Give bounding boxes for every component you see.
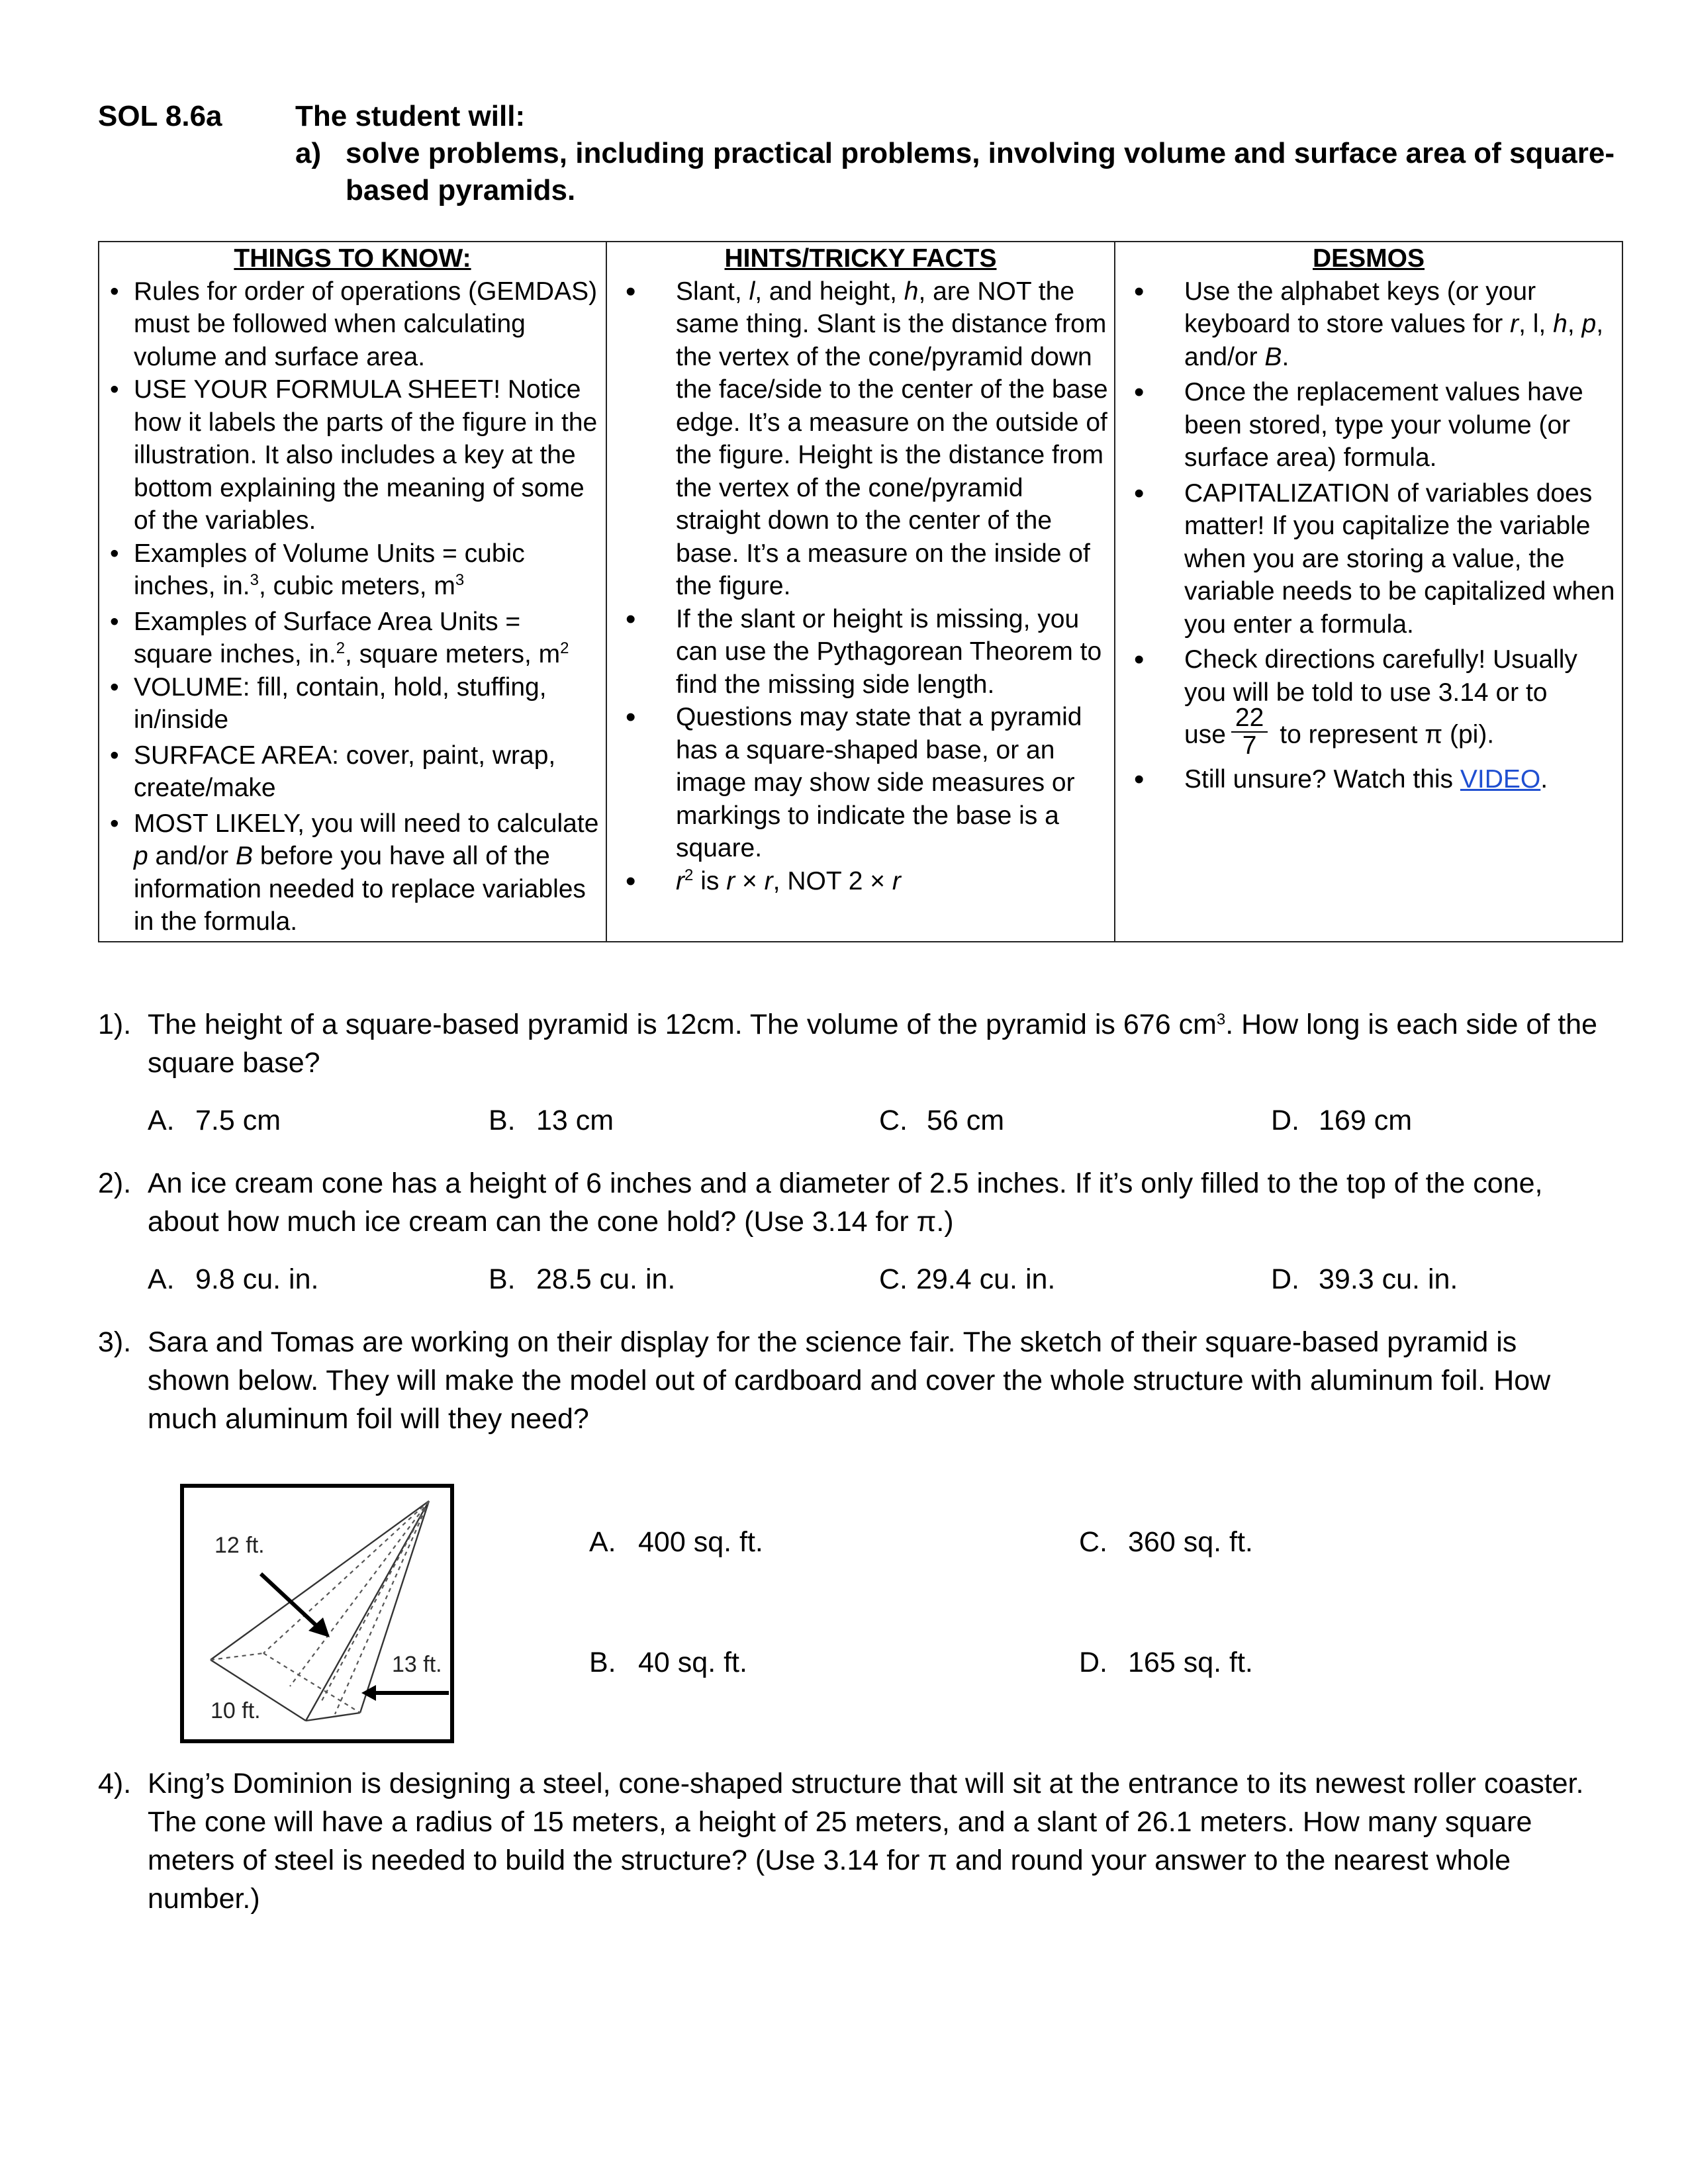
question-4 (98, 1764, 1601, 1918)
list-item (1121, 643, 1617, 763)
list-item (105, 807, 600, 938)
superscript: 3 (1216, 1011, 1226, 1028)
variable-l: l (749, 277, 755, 306)
superscript: 2 (560, 639, 569, 657)
choice-label: B. (489, 1263, 516, 1295)
text: MOST LIKELY, you will need to calculate (134, 809, 599, 838)
desmos-list (1121, 275, 1617, 796)
choice-value: 9.8 cu. in. (195, 1263, 319, 1295)
choice-value: 29.4 cu. in. (916, 1263, 1056, 1295)
list-item: • Rules for order of operations (GEMDAS) must be followed when calculating volume and surface area. (105, 275, 600, 374)
text: , (1567, 310, 1575, 338)
choice-d[interactable] (1271, 1101, 1412, 1140)
choice-b[interactable] (489, 1260, 675, 1298)
objective-text: solve problems, including practical problems, involving volume and surface area of square-based pyramids. (346, 137, 1615, 206)
list-item: • If the slant or height is missing, you can use the Pythagorean Theorem to find the missing side length. (612, 603, 1109, 702)
choice-b[interactable] (489, 1101, 614, 1140)
objective-intro: The student will: (295, 100, 526, 132)
list-item (105, 537, 600, 603)
variable-r: r (892, 866, 901, 895)
text: use (1184, 720, 1226, 749)
list-item (105, 606, 600, 671)
question-3 (98, 1323, 1601, 1438)
text: , cubic meters, m (258, 572, 455, 600)
text: . (1282, 342, 1289, 371)
objective-letter: a) (295, 137, 322, 169)
hints-list (612, 275, 1109, 898)
choice-label: B. (589, 1647, 616, 1678)
choice-d[interactable] (1079, 1643, 1253, 1682)
fraction-22-over-7 (1231, 705, 1268, 759)
choice-label: C. (1079, 1526, 1107, 1558)
question-number: 4). (98, 1768, 132, 1799)
pyramid-figure (180, 1484, 454, 1743)
choice-value: 28.5 cu. in. (536, 1263, 676, 1295)
video-link[interactable]: VIDEO (1460, 765, 1541, 794)
text: . (1540, 765, 1548, 794)
text: Use the alphabet keys (or your keyboard to store values for (1184, 277, 1536, 338)
question-text (148, 1005, 1601, 1082)
text: Still unsure? Watch this (1184, 765, 1460, 794)
variable-p: p (134, 842, 148, 870)
choice-value: 165 sq. ft. (1128, 1647, 1253, 1678)
text: , and height, (755, 277, 904, 306)
text: , square meters, m (345, 640, 561, 668)
list-item (612, 275, 1109, 603)
choice-value: 169 cm (1319, 1105, 1413, 1136)
choice-label: A. (148, 1263, 175, 1295)
question-text: King’s Dominion is designing a steel, cone-shaped structure that will sit at the entrance to its newest roller coaster. The cone will have a radius of 15 meters, a height of 25 meters, and a slant of 26.1 meters. How many square meters of steel is needed to build the structure? (Use 3.14 for π and round your answer to the nearest whole number.) (148, 1768, 1584, 1915)
choice-value: 56 cm (927, 1105, 1005, 1136)
choice-value: 40 sq. ft. (638, 1647, 747, 1678)
hints-column (606, 242, 1115, 942)
list-item: • Once the replacement values have been stored, type your volume (or surface area) formula. (1121, 376, 1617, 475)
height-label: 12 ft. (214, 1533, 265, 1558)
superscript: 3 (455, 571, 465, 589)
choice-c[interactable] (879, 1101, 1004, 1140)
things-to-know-title: THINGS TO KNOW: (234, 244, 471, 273)
variable-r: r (676, 866, 684, 895)
choice-label: A. (589, 1526, 616, 1558)
facts-table (98, 241, 1623, 942)
choice-d[interactable] (1271, 1260, 1458, 1298)
list-item (1121, 763, 1617, 796)
variable-r: r (726, 866, 735, 895)
slant-label: 13 ft. (392, 1652, 442, 1677)
sol-code: SOL 8.6a (98, 100, 222, 132)
text: before you have all of the information needed to replace variables in the formula. (134, 842, 586, 936)
variable-B: B (235, 842, 253, 870)
fraction-denominator: 7 (1242, 731, 1257, 760)
objective (295, 135, 1652, 209)
list-item (1121, 275, 1617, 374)
superscript: 2 (336, 639, 346, 657)
things-to-know-list (105, 275, 600, 938)
choice-label: D. (1271, 1105, 1299, 1136)
choice-b[interactable] (589, 1643, 747, 1682)
text: is (693, 866, 727, 895)
list-item: • VOLUME: fill, contain, hold, stuffing, in/inside (105, 671, 600, 737)
variable-B: B (1264, 342, 1282, 371)
choice-value: 360 sq. ft. (1128, 1526, 1253, 1558)
choice-a[interactable] (589, 1523, 763, 1561)
question-number: 3). (98, 1326, 132, 1358)
choice-label: A. (148, 1105, 175, 1136)
list-item: • SURFACE AREA: cover, paint, wrap, create/make (105, 739, 600, 805)
text: × (735, 866, 765, 895)
superscript: 3 (250, 571, 259, 589)
text: Examples of Volume Units = cubic inches, in. (134, 539, 525, 600)
choice-value: 7.5 cm (195, 1105, 281, 1136)
variable-p: p (1581, 310, 1597, 338)
list-item: • CAPITALIZATION of variables does matter! If you capitalize the variable when you are storing a value, the variable needs to be capitalized when you enter a formula. (1121, 477, 1617, 641)
question-1 (98, 1005, 1601, 1082)
choice-label: D. (1079, 1647, 1107, 1678)
text: Check directions carefully! Usually you will be told to use 3.14 or to (1184, 645, 1577, 707)
variable-h: h (904, 277, 919, 306)
text: , are NOT the same thing. Slant is the distance from the vertex of the cone/pyramid down the face/side to the center of the base edge. It’s a measure on the outside of the figure. Height is the distance from the vertex of the cone/pyramid straight down to the center of the base. It’s a measure on the inside of the figure. (676, 277, 1108, 600)
choice-label: C. (879, 1263, 908, 1295)
text: Slant, (676, 277, 749, 306)
fraction-numerator: 22 (1231, 705, 1268, 733)
list-item: • USE YOUR FORMULA SHEET! Notice how it labels the parts of the figure in the illustration. It also includes a key at the bottom explaining the meaning of some of the variables. (105, 373, 600, 537)
hints-title: HINTS/TRICKY FACTS (724, 244, 997, 273)
question-text: Sara and Tomas are working on their display for the science fair. The sketch of their square-based pyramid is shown below. They will make the model out of cardboard and cover the whole structure with aluminum foil. How much aluminum foil will they need? (148, 1326, 1551, 1435)
text: , l, (1519, 310, 1554, 338)
question-number: 2). (98, 1167, 132, 1199)
text: , and/or (1184, 310, 1604, 371)
desmos-title: DESMOS (1312, 244, 1425, 273)
variable-r: r (1510, 310, 1519, 338)
choice-a[interactable] (148, 1101, 281, 1140)
text: to represent π (pi). (1280, 720, 1495, 749)
choice-value: 400 sq. ft. (638, 1526, 763, 1558)
text: The height of a square-based pyramid is 12cm. The volume of the pyramid is 676 cm (148, 1009, 1217, 1040)
choice-label: C. (879, 1105, 908, 1136)
things-to-know-column (99, 242, 606, 942)
question-number: 1). (98, 1009, 132, 1040)
choice-a[interactable] (148, 1260, 318, 1298)
choice-c[interactable] (879, 1260, 1055, 1298)
choice-label: B. (489, 1105, 516, 1136)
choice-value: 39.3 cu. in. (1319, 1263, 1458, 1295)
list-item: • Questions may state that a pyramid has a square-shaped base, or an image may show side measures or markings to indicate the base is a square. (612, 701, 1109, 865)
text: . How long is each side of the square base? (148, 1009, 1597, 1079)
variable-h: h (1553, 310, 1568, 338)
text: , NOT 2 × (773, 866, 892, 895)
desmos-column (1115, 242, 1622, 942)
text: and/or (148, 842, 236, 870)
superscript: 2 (684, 866, 694, 884)
choice-c[interactable] (1079, 1523, 1253, 1561)
question-2 (98, 1164, 1601, 1241)
choice-label: D. (1271, 1263, 1299, 1295)
question-text: An ice cream cone has a height of 6 inches and a diameter of 2.5 inches. If it’s only filled to the top of the cone, about how much ice cream can the cone hold? (Use 3.14 for π.) (148, 1167, 1543, 1238)
text: Examples of Surface Area Units = square inches, in. (134, 607, 521, 668)
list-item (612, 865, 1109, 898)
choice-value: 13 cm (536, 1105, 614, 1136)
variable-r: r (764, 866, 773, 895)
base-label: 10 ft. (211, 1698, 261, 1723)
